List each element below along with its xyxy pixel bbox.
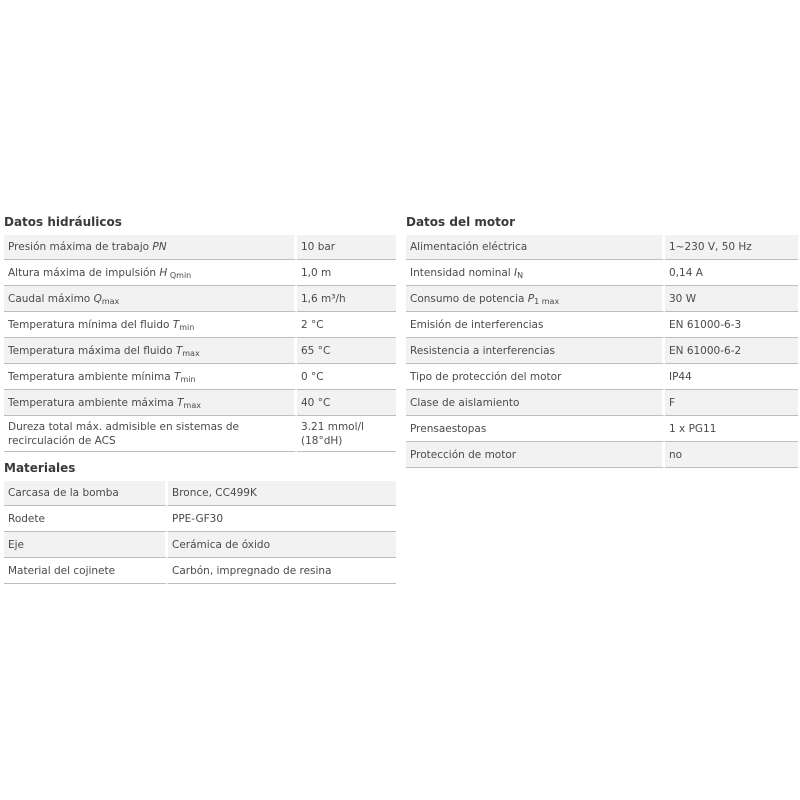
- materials-table: [4, 481, 396, 584]
- row-label: Dureza total máx. admisible en sistemas de recirculación de ACS: [4, 416, 297, 452]
- row-value: F: [665, 390, 798, 416]
- table-row: [406, 312, 798, 338]
- motor-heading: Datos del motor: [406, 215, 516, 229]
- row-value: EN 61000-6-2: [665, 338, 798, 364]
- table-row: [406, 338, 798, 364]
- table-row: [406, 364, 798, 390]
- table-row: [4, 558, 396, 584]
- row-value: 1~230 V, 50 Hz: [665, 235, 798, 260]
- table-row: [4, 506, 396, 532]
- row-value: Bronce, CC499K: [168, 481, 396, 506]
- row-label: Material del cojinete: [4, 558, 168, 584]
- table-row: [406, 235, 798, 260]
- row-value: 0 °C: [297, 364, 396, 390]
- row-label: Eje: [4, 532, 168, 558]
- row-label: Rodete: [4, 506, 168, 532]
- row-value: Carbón, impregnado de resina: [168, 558, 396, 584]
- table-row: [406, 286, 798, 312]
- hydraulics-heading: Datos hidráulicos: [4, 215, 122, 229]
- table-row: [4, 416, 396, 452]
- row-label: Resistencia a interferencias: [406, 338, 665, 364]
- row-value: 1,6 m³/h: [297, 286, 396, 312]
- row-label: Emisión de interferencias: [406, 312, 665, 338]
- row-label: Protección de motor: [406, 442, 665, 468]
- row-label: Clase de aislamiento: [406, 390, 665, 416]
- row-label: Temperatura máxima del fluido $T_{max}$: [4, 338, 297, 364]
- row-value: no: [665, 442, 798, 468]
- row-label: Temperatura ambiente máxima $T_{max}$: [4, 390, 297, 416]
- row-value: Cerámica de óxido: [168, 532, 396, 558]
- table-row: [4, 235, 396, 260]
- table-row: [4, 338, 396, 364]
- left-column: [4, 214, 396, 584]
- row-value: IP44: [665, 364, 798, 390]
- row-value: 2 °C: [297, 312, 396, 338]
- motor-table: [406, 235, 798, 468]
- table-row: [406, 390, 798, 416]
- row-value: EN 61000-6-3: [665, 312, 798, 338]
- table-row: [4, 260, 396, 286]
- table-row: [406, 416, 798, 442]
- right-column: [406, 214, 798, 468]
- row-value: 0,14 A: [665, 260, 798, 286]
- row-label: Caudal máximo $Q_{max}$: [4, 286, 297, 312]
- row-label: Temperatura mínima del fluido $T_{min}$: [4, 312, 297, 338]
- table-row: [4, 481, 396, 506]
- row-value: 3.21 mmol/l (18°dH): [297, 416, 396, 452]
- row-label: Intensidad nominal $I_N$: [406, 260, 665, 286]
- materials-heading: Materiales: [4, 461, 76, 475]
- hydraulics-table: [4, 235, 396, 452]
- row-value: 1 x PG11: [665, 416, 798, 442]
- row-label: Altura máxima de impulsión H $_{Qmin}$: [4, 260, 297, 286]
- table-row: [406, 260, 798, 286]
- row-label: Tipo de protección del motor: [406, 364, 665, 390]
- table-row: [4, 286, 396, 312]
- row-value: PPE-GF30: [168, 506, 396, 532]
- table-row: [4, 390, 396, 416]
- row-value: 10 bar: [297, 235, 396, 260]
- row-value: 30 W: [665, 286, 798, 312]
- table-row: [406, 442, 798, 468]
- row-label: Presión máxima de trabajo PN: [4, 235, 297, 260]
- row-label: Consumo de potencia $P_{1 max}$: [406, 286, 665, 312]
- table-row: [4, 312, 396, 338]
- row-value: 65 °C: [297, 338, 396, 364]
- table-row: [4, 364, 396, 390]
- row-value: 1,0 m: [297, 260, 396, 286]
- row-label: Prensaestopas: [406, 416, 665, 442]
- table-row: [4, 532, 396, 558]
- row-value: 40 °C: [297, 390, 396, 416]
- row-label: Carcasa de la bomba: [4, 481, 168, 506]
- row-label: Alimentación eléctrica: [406, 235, 665, 260]
- row-label: Temperatura ambiente mínima $T_{min}$: [4, 364, 297, 390]
